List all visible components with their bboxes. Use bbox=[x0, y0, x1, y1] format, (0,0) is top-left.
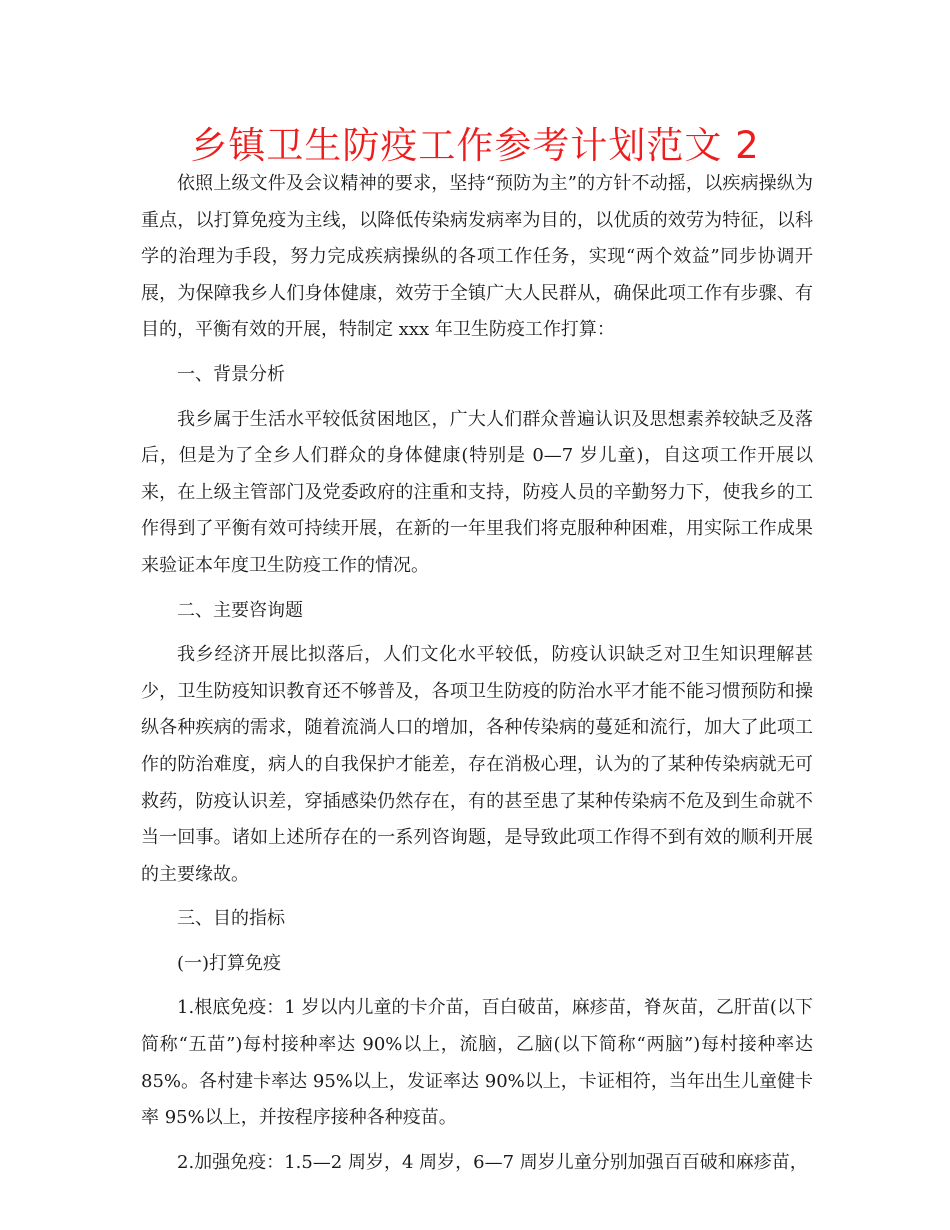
paragraph-main-issues: 我乡经济开展比拟落后，人们文化水平较低，防疫认识缺乏对卫生知识理解甚少，卫生防疫知识教育还不够普及，各项卫生防疫的防治水平才能不能习惯预防和操纵各种疾病的需求，随着流淌人口的增加，各种传染病的蔓延和流行，加大了此项工作的防治难度，病人的自我保护才能差，存在消极心理，认为的了某种传染病就无可救药，防疫认识差，穿插感染仍然存在，有的甚至患了某种传染病不危及到生命就不当一回事。诸如上述所存在的一系列咨询题，是导致此项工作得不到有效的顺利开展的主要缘故。 bbox=[141, 644, 813, 885]
subheading-immunization-plan: (一)打算免疫 bbox=[177, 952, 282, 974]
heading-main-issues: 二、主要咨询题 bbox=[177, 599, 303, 621]
heading-targets: 三、目的指标 bbox=[177, 908, 285, 930]
paragraph-intro: 依照上级文件及会议精神的要求，坚持“预防为主”的方针不动摇，以疾病操纵为重点，以打算免疫为主线，以降低传染病发病率为目的，以优质的效劳为特征，以科学的治理为手段，努力完成疾病操纵的各项工作任务，实现“两个效益”同步协调开展，为保障我乡人们身体健康，效劳于全镇广大人民群从，确保此项工作有步骤、有目的，平衡有效的开展，特制定 xxx 年卫生防疫工作打算： bbox=[141, 173, 813, 341]
document-title: 乡镇卫生防疫工作参考计划范文 2 bbox=[190, 124, 760, 167]
document-body bbox=[141, 166, 813, 1189]
paragraph-background: 我乡属于生活水平较低贫困地区，广大人们群众普遍认识及思想素养较缺乏及落后，但是为了全乡人们群众的身体健康(特别是 0—7 岁儿童)，自这项工作开展以来，在上级主管部门及党委政府的注重和支持，防疫人员的辛勤努力下，使我乡的工作得到了平衡有效可持续开展，在新的一年里我们将克服种种困难，用实际工作成果来验证本年度卫生防疫工作的情况。 bbox=[141, 408, 813, 576]
paragraph-booster-immunization: 2.加强免疫：1.5—2 周岁，4 周岁，6—7 周岁儿童分别加强百百破和麻疹苗， bbox=[177, 1151, 808, 1173]
heading-background: 一、背景分析 bbox=[177, 363, 285, 385]
paragraph-basic-immunization: 1.根底免疫：1 岁以内儿童的卡介苗，百白破苗，麻疹苗，脊灰苗，乙肝苗(以下简称“五苗”)每村接种率达 90%以上，流脑，乙脑(以下简称“两脑”)每村接种率达 85%。各村建卡率达 95%以上，发证率达 90%以上，卡证相符，当年出生儿童健卡率 95%以上，并按程序接种各种疫苗。 bbox=[141, 997, 813, 1129]
